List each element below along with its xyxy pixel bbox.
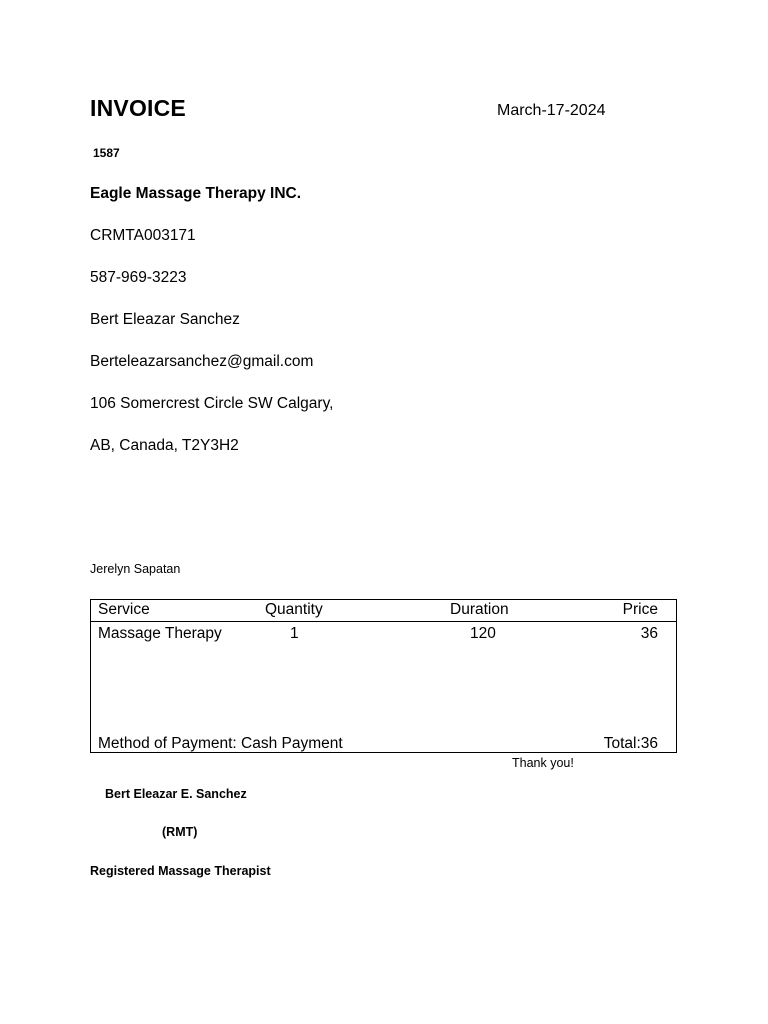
- header-duration: Duration: [450, 601, 509, 618]
- signature-name: Bert Eleazar E. Sanchez: [105, 787, 247, 801]
- signature-credential: (RMT): [162, 825, 198, 839]
- address-line-1: 106 Somercrest Circle SW Calgary,: [90, 395, 334, 412]
- row-price: 36: [640, 625, 658, 642]
- thank-you-note: Thank you!: [512, 756, 574, 770]
- provider-name: Bert Eleazar Sanchez: [90, 311, 240, 328]
- invoice-title: INVOICE: [90, 95, 186, 121]
- row-quantity: 1: [290, 625, 299, 642]
- provider-email: Berteleazarsanchez@gmail.com: [90, 353, 314, 370]
- company-name: Eagle Massage Therapy INC.: [90, 185, 302, 202]
- payment-method: Method of Payment: Cash Payment: [98, 735, 343, 752]
- signature-title: Registered Massage Therapist: [90, 864, 271, 878]
- header-quantity: Quantity: [265, 601, 323, 618]
- invoice-table: [90, 599, 677, 753]
- row-service: Massage Therapy: [98, 625, 222, 642]
- invoice-date: March-17-2024: [497, 102, 606, 119]
- row-duration: 120: [470, 625, 496, 642]
- client-name: Jerelyn Sapatan: [90, 562, 181, 576]
- invoice-total: Total:36: [603, 735, 658, 752]
- table-header-divider: [91, 621, 676, 622]
- registration-number: CRMTA003171: [90, 227, 196, 244]
- header-price: Price: [622, 601, 658, 618]
- invoice-number: 1587: [93, 146, 120, 160]
- phone-number: 587-969-3223: [90, 269, 187, 286]
- address-line-2: AB, Canada, T2Y3H2: [90, 437, 239, 454]
- header-service: Service: [98, 601, 150, 618]
